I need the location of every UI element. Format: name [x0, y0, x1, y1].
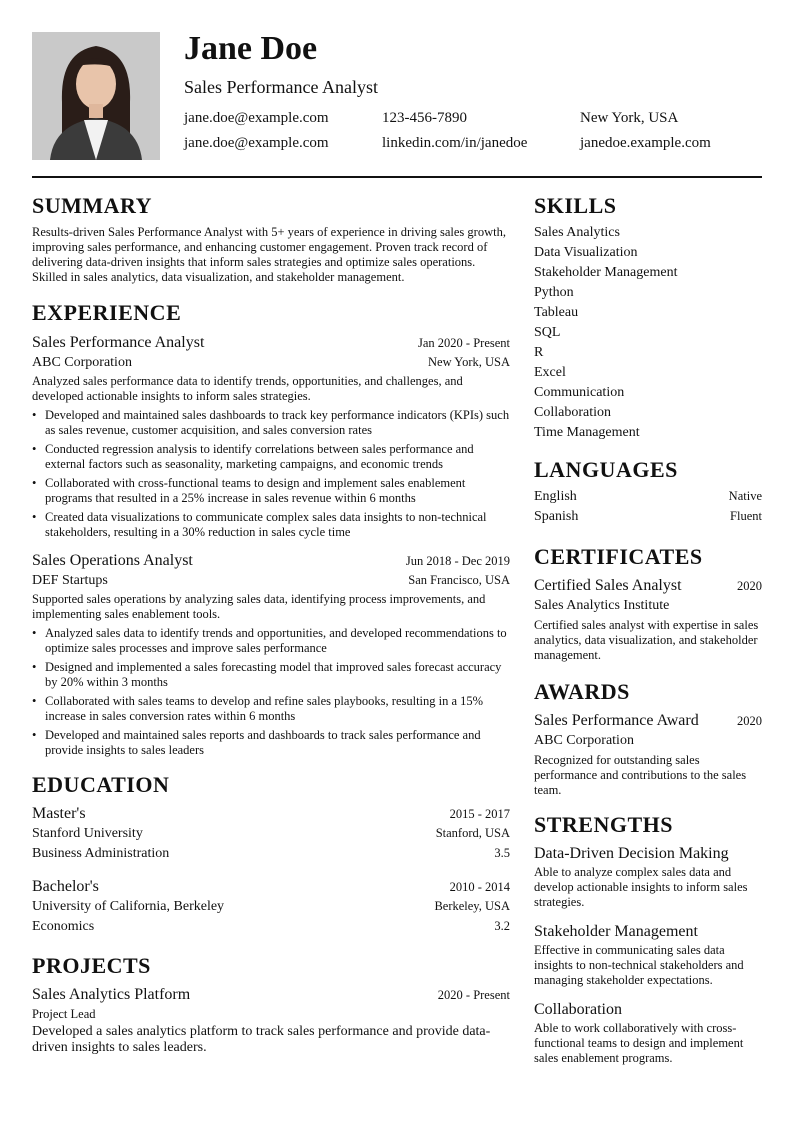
award-name: Sales Performance Award [534, 712, 699, 729]
school-location: Berkeley, USA [434, 899, 510, 913]
right-column [534, 193, 762, 1066]
job-description: Supported sales operations by analyzing sales data, identifying process improvements, and implementing sales enablement tools. [32, 592, 486, 621]
award-year: 2020 [737, 714, 762, 728]
skill-item: R [534, 345, 544, 360]
projects-heading: PROJECTS [32, 953, 151, 978]
strength-item [534, 999, 762, 1066]
job-location: San Francisco, USA [408, 573, 510, 587]
skill-item: Collaboration [534, 405, 611, 420]
language-level: Fluent [730, 509, 762, 523]
list-item: • Developed and maintained sales dashboards to track key performance indicators (KPIs) such as sales revenue, customer acquisition, and sales conversion rates [32, 408, 510, 438]
skill-item: Data Visualization [534, 245, 638, 260]
phone-number: 123-456-7890 [382, 110, 467, 126]
job-bullets [32, 408, 510, 540]
job-bullets [32, 626, 510, 758]
field-of-study: Business Administration [32, 846, 170, 861]
certificate-issuer: Sales Analytics Institute [534, 598, 670, 613]
school-location: Stanford, USA [435, 826, 510, 840]
project-dates: 2020 - Present [437, 988, 510, 1002]
summary-heading: SUMMARY [32, 193, 153, 218]
language-level: Native [728, 489, 762, 503]
education-dates: 2010 - 2014 [449, 880, 510, 894]
award-issuer: ABC Corporation [534, 733, 634, 748]
project-description: Developed a sales analytics platform to track sales performance and provide data-driven insights to sales leaders. [32, 1024, 491, 1055]
languages-heading: LANGUAGES [534, 457, 678, 482]
strength-name: Data-Driven Decision Making [534, 845, 729, 862]
certificate-description: Certified sales analyst with expertise in sales analytics, data visualization, and stakeholder management. [534, 618, 759, 662]
list-item: • Collaborated with sales teams to develop and refine sales playbooks, resulting in a 15% increase in sales conversion rates within 6 months [32, 694, 510, 724]
skill-item: Stakeholder Management [534, 265, 678, 280]
strength-item [534, 921, 762, 988]
left-column [32, 193, 510, 1056]
skills-list [534, 223, 762, 443]
degree: Bachelor's [32, 878, 99, 895]
job-title: Sales Operations Analyst [32, 552, 193, 569]
strength-description: Able to work collaboratively with cross-functional teams to design and implement sales enablement programs. [534, 1021, 744, 1065]
job-title: Sales Performance Analyst [184, 77, 378, 97]
header-divider [32, 176, 762, 178]
website-link[interactable]: janedoe.example.com [580, 135, 711, 151]
email-link[interactable]: jane.doe@example.com [184, 110, 329, 126]
strengths-heading: STRENGTHS [534, 812, 673, 837]
list-item: • Analyzed sales data to identify trends and opportunities, and developed recommendations to optimize sales processes and improve sales performance [32, 626, 510, 656]
certificates-heading: CERTIFICATES [534, 544, 703, 569]
list-item: • Collaborated with cross-functional teams to design and implement sales enablement programs that resulted in a 25% increase in sales revenue within 6 months [32, 476, 510, 506]
skill-item: Tableau [534, 305, 579, 320]
certificate-item [534, 575, 762, 663]
certificate-year: 2020 [737, 579, 762, 593]
language-name: English [534, 489, 577, 504]
location: New York, USA [580, 110, 679, 126]
award-description: Recognized for outstanding sales performance and contributions to the sales team. [534, 753, 747, 797]
strength-name: Collaboration [534, 1001, 622, 1018]
skill-item: Time Management [534, 425, 640, 440]
degree: Master's [32, 805, 86, 822]
strength-description: Able to analyze complex sales data and develop actionable insights to inform sales strategies. [534, 865, 748, 909]
education-heading: EDUCATION [32, 772, 170, 797]
gpa: 3.5 [494, 846, 510, 860]
experience-item [32, 332, 510, 540]
strength-item [534, 843, 762, 910]
experience-heading: EXPERIENCE [32, 300, 182, 325]
education-item [32, 876, 510, 937]
list-item: • Developed and maintained sales reports and dashboards to track sales performance and provide insights to sales leaders [32, 728, 510, 758]
strength-name: Stakeholder Management [534, 923, 698, 940]
project-role: Project Lead [32, 1007, 96, 1021]
project-item [32, 984, 510, 1056]
skill-item: SQL [534, 325, 561, 340]
languages-list [534, 487, 762, 527]
company-name: ABC Corporation [32, 355, 132, 370]
language-name: Spanish [534, 509, 579, 524]
skill-item: Sales Analytics [534, 225, 620, 240]
linkedin-link[interactable]: linkedin.com/in/janedoe [382, 135, 528, 151]
job-title: Sales Performance Analyst [32, 334, 205, 351]
email-link-secondary[interactable]: jane.doe@example.com [184, 135, 329, 151]
experience-item [32, 550, 510, 758]
job-dates: Jun 2018 - Dec 2019 [405, 554, 510, 568]
skill-item: Excel [534, 365, 566, 380]
certificate-name: Certified Sales Analyst [534, 577, 682, 594]
school-name: University of California, Berkeley [32, 899, 225, 914]
list-item: • Conducted regression analysis to identify correlations between sales performance and external factors such as seasonality, marketing campaigns, and economic trends [32, 442, 510, 472]
job-description: Analyzed sales performance data to identify trends, opportunities, and challenges, and developed actionable insights to inform sales strategies. [32, 374, 463, 403]
project-name: Sales Analytics Platform [32, 986, 191, 1003]
education-item [32, 803, 510, 864]
summary-text: Results-driven Sales Performance Analyst with 5+ years of experience in driving sales growth, improving sales performance, and enhancing customer engagement. Proven track record of delivering data-driven insights that inform sales strategies and optimize sales operations. Skilled in sales analytics, data visualization, and stakeholder management. [32, 225, 506, 284]
job-dates: Jan 2020 - Present [418, 336, 510, 350]
awards-heading: AWARDS [534, 679, 630, 704]
school-name: Stanford University [32, 826, 143, 841]
resume-header [32, 32, 762, 160]
list-item: • Created data visualizations to communicate complex sales data insights to non-technical stakeholders, resulting in a 30% reduction in sales cycle time [32, 510, 510, 540]
list-item: • Designed and implemented a sales forecasting model that improved sales forecast accuracy by 20% within 3 months [32, 660, 510, 690]
field-of-study: Economics [32, 919, 95, 934]
profile-photo [32, 32, 160, 160]
skills-heading: SKILLS [534, 193, 617, 218]
full-name: Jane Doe [184, 30, 318, 67]
gpa: 3.2 [494, 919, 510, 933]
award-item [534, 710, 762, 798]
company-name: DEF Startups [32, 573, 108, 588]
skill-item: Communication [534, 385, 625, 400]
skill-item: Python [534, 285, 574, 300]
strength-description: Effective in communicating sales data insights to non-technical stakeholders and managing stakeholder expectations. [534, 943, 744, 987]
education-dates: 2015 - 2017 [449, 807, 510, 821]
job-location: New York, USA [428, 355, 510, 369]
